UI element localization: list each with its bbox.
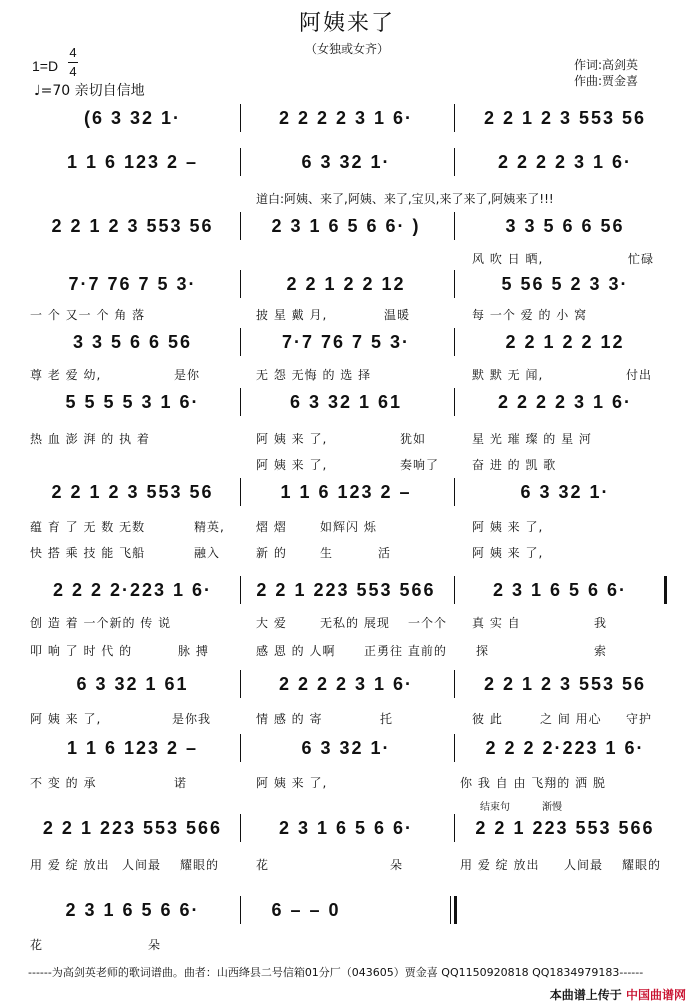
lyric-text: 朵 (390, 858, 404, 872)
lyric-text: 披 星 戴 月, (256, 308, 328, 322)
song-subtitle: （女独或女齐） (304, 42, 389, 56)
lyric-text: 彼 此 (472, 712, 503, 726)
lyric-text: 一 个 又一 个 角 落 (30, 308, 146, 322)
spoken-dialogue: 道白:阿姨、来了,阿姨、来了,宝贝,来了来了,阿姨来了!!! (256, 192, 554, 206)
bar-line (454, 814, 455, 842)
bar-line (454, 148, 455, 176)
measure: 5 5 5 5 3 1 6· (65, 391, 200, 412)
score-row-6 (30, 382, 670, 422)
lyric-line (30, 614, 670, 632)
bar-line (240, 388, 241, 416)
lyric-text: 奋 进 的 凯 歌 (472, 458, 557, 472)
lyric-text: 每 一个 爱 的 小 窝 (472, 308, 588, 322)
score-row-10 (30, 728, 670, 768)
score-row-7 (30, 472, 670, 512)
lyric-text: 你 我 自 由 飞翔的 洒 脱 (460, 776, 606, 790)
bar-line (454, 670, 455, 698)
lyric-text: 诺 (174, 776, 188, 790)
measure: 2 2 1 223 553 566 (42, 817, 223, 838)
score-row-12 (30, 890, 670, 930)
lyric-text: 生 (320, 546, 334, 560)
lyric-text: 大 爱 (256, 616, 287, 630)
measure: 6 3 32 1· (520, 481, 610, 502)
lyric-text: 精英, (194, 520, 225, 534)
measure: 6 – – 0 (271, 899, 341, 920)
lyric-text: 用 爱 绽 放出 (30, 858, 110, 872)
time-signature-bottom: 4 (69, 64, 77, 79)
measure: 2 2 2 2 3 1 6· (278, 107, 414, 128)
bar-line (240, 328, 241, 356)
bar-line (454, 212, 455, 240)
lyric-text: 人间最 (564, 858, 604, 872)
lyric-text: 脉 搏 (178, 644, 209, 658)
score-row-9 (30, 664, 670, 704)
lyric-text: 奏响了 (400, 458, 440, 472)
lyric-text: 温暖 (384, 308, 411, 322)
lyric-text: 阿 姨 来 了, (256, 776, 328, 790)
lyric-text: 阿 姨 来 了, (472, 520, 544, 534)
lyric-text: 真 实 自 (472, 616, 521, 630)
lyric-text: 花 (30, 938, 44, 952)
lyric-text: 如辉闪 烁 (320, 520, 377, 534)
final-bar-thin (450, 896, 451, 924)
lyric-text: 阿 姨 来 了, (472, 546, 544, 560)
lyric-text: 快 搭 乘 技 能 飞船 (30, 546, 146, 560)
lyric-text: 感 恩 的 人啊 (256, 644, 336, 658)
measure: 3 3 5 6 6 56 (72, 331, 193, 352)
lyric-text: 阿 姨 来 了, (256, 432, 328, 446)
lyric-line (30, 774, 670, 792)
composer-credit: 作曲:贾金喜 (574, 74, 639, 88)
repeat-bar-line (664, 576, 667, 604)
bar-line (240, 148, 241, 176)
upload-prefix: 本曲谱上传于 (549, 988, 622, 1002)
lyric-text: 叩 响 了 时 代 的 (30, 644, 133, 658)
measure: 2 2 2 2·223 1 6· (485, 737, 645, 758)
measure: 2 2 1 2 3 553 56 (51, 481, 214, 502)
lyric-text: 探 (476, 644, 490, 658)
measure: 7·7 76 7 5 3· (281, 331, 411, 352)
measure: 2 2 1 2 2 12 (505, 331, 625, 352)
bar-line (240, 896, 241, 924)
lyric-text: 索 (594, 644, 608, 658)
bar-line (240, 104, 241, 132)
score-row-3 (30, 206, 670, 246)
score-row-4 (30, 264, 670, 304)
lyric-line (30, 856, 670, 874)
lyric-text: 托 (380, 712, 394, 726)
lyric-text: 熠 熠 (256, 520, 287, 534)
measure: 7·7 76 7 5 3· (68, 273, 197, 294)
lyric-text: 阿 姨 来 了, (30, 712, 102, 726)
measure: 6 3 32 1 61 (289, 391, 403, 412)
ending-marking: 结束句 (480, 802, 510, 813)
time-signature-top: 4 (69, 45, 77, 60)
lyric-text: 是你 (174, 368, 201, 382)
lyric-text: 活 (378, 546, 392, 560)
lyric-text: 一个个 (408, 616, 448, 630)
lyric-text: 情 感 的 寄 (256, 712, 323, 726)
key-signature: 1=D (32, 58, 59, 74)
measure: 2 2 1 2 3 553 56 (51, 215, 214, 236)
lyric-line (30, 544, 670, 562)
measure: 2 2 1 2 2 12 (286, 273, 406, 294)
score-row-8 (30, 570, 670, 610)
measure: 6 3 32 1· (301, 151, 391, 172)
score-row-1 (30, 98, 670, 138)
lyric-text: 创 造 着 一个新的 传 说 (30, 616, 172, 630)
ritardando-marking: 渐慢 (542, 802, 562, 813)
lyric-text: 风 吹 日 晒, (472, 252, 544, 266)
measure: 2 2 1 223 553 566 (475, 817, 655, 838)
lyric-text: 人间最 (122, 858, 162, 872)
bar-line (454, 270, 455, 298)
bar-line (454, 478, 455, 506)
lyric-text: 不 变 的 承 (30, 776, 97, 790)
measure: 2 3 1 6 5 6 6· ) (271, 215, 421, 236)
bar-line (454, 576, 455, 604)
lyric-line (30, 518, 670, 536)
bar-line (240, 270, 241, 298)
score-row-2 (30, 142, 670, 182)
measure: 6 3 32 1 61 (76, 673, 189, 694)
lyric-text: 默 默 无 闻, (472, 368, 544, 382)
measure: 1 1 6 123 2 – (66, 151, 199, 172)
lyric-text: 尊 老 爱 幼, (30, 368, 102, 382)
tempo-marking: ♩=70 亲切自信地 (34, 83, 145, 99)
bar-line (240, 734, 241, 762)
lyric-text: 朵 (148, 938, 162, 952)
lyricist-credit: 作词:高剑英 (574, 58, 639, 72)
measure: 2 3 1 6 5 6 6· (65, 899, 200, 920)
bar-line (454, 104, 455, 132)
upload-credit (550, 986, 686, 1003)
measure: 2 2 1 2 3 553 56 (483, 673, 647, 694)
lyric-text: 蕴 育 了 无 数 无数 (30, 520, 146, 534)
lyric-text: 正勇往 直前的 (364, 644, 447, 658)
lyric-line (30, 936, 670, 954)
measure: 2 2 1 2 3 553 56 (483, 107, 647, 128)
lyric-text: 付出 (626, 368, 653, 382)
lyric-text: 忙碌 (628, 252, 655, 266)
lyric-text: 之 间 用心 (540, 712, 602, 726)
footer-note: ------为高剑英老师的歌词谱曲。曲者：山西绛县二号信箱01分厂（043605）贾金喜 QQ1150920818 QQ1834979183------ (28, 966, 644, 979)
final-bar-thick (454, 896, 457, 924)
lyric-text: 用 爱 绽 放出 (460, 858, 540, 872)
lyric-text: 花 (256, 858, 270, 872)
lyric-text: 无 怨 无悔 的 选 择 (256, 368, 372, 382)
measure: 2 2 2 2 3 1 6· (497, 391, 633, 412)
lyric-text: 耀眼的 (622, 858, 662, 872)
bar-line (240, 212, 241, 240)
bar-line (240, 478, 241, 506)
measure: 3 3 5 6 6 56 (505, 215, 625, 236)
lyric-line (30, 642, 670, 660)
bar-line (454, 328, 455, 356)
lyric-text: 融入 (194, 546, 221, 560)
lyric-text: 犹如 (400, 432, 427, 446)
bar-line (454, 734, 455, 762)
time-signature (66, 44, 80, 81)
lyric-text: 无私的 展现 (320, 616, 390, 630)
measure: 1 1 6 123 2 – (66, 737, 199, 758)
lyric-text: 守护 (626, 712, 653, 726)
lyric-line (30, 430, 670, 448)
measure: (6 3 32 1· (83, 107, 182, 128)
bar-line (240, 670, 241, 698)
bar-line (240, 576, 241, 604)
measure: 2 2 2 2 3 1 6· (497, 151, 633, 172)
score-row-11 (30, 808, 670, 848)
lyric-line (30, 710, 670, 728)
measure: 2 3 1 6 5 6 6· (278, 817, 414, 838)
measure: 2 2 2 2·223 1 6· (52, 579, 213, 600)
measure: 5 56 5 2 3 3· (501, 273, 629, 294)
measure: 6 3 32 1· (301, 737, 391, 758)
measure: 1 1 6 123 2 – (280, 481, 412, 502)
lyric-text: 耀眼的 (180, 858, 220, 872)
lyric-text: 新 的 (256, 546, 287, 560)
lyric-text: 星 光 璀 璨 的 星 河 (472, 432, 592, 446)
score-row-5 (30, 322, 670, 362)
bar-line (240, 814, 241, 842)
lyric-text: 阿 姨 来 了, (256, 458, 328, 472)
site-logo: 中国曲谱网 (625, 988, 686, 1002)
bar-line (454, 388, 455, 416)
song-title: 阿姨来了 (298, 11, 395, 36)
measure: 2 2 1 223 553 566 (256, 579, 436, 600)
lyric-text: 热 血 澎 湃 的 执 着 (30, 432, 150, 446)
measure: 2 3 1 6 5 6 6· (492, 579, 628, 600)
lyric-text: 是你我 (172, 712, 212, 726)
lyric-text: 我 (594, 616, 608, 630)
measure: 2 2 2 2 3 1 6· (278, 673, 414, 694)
